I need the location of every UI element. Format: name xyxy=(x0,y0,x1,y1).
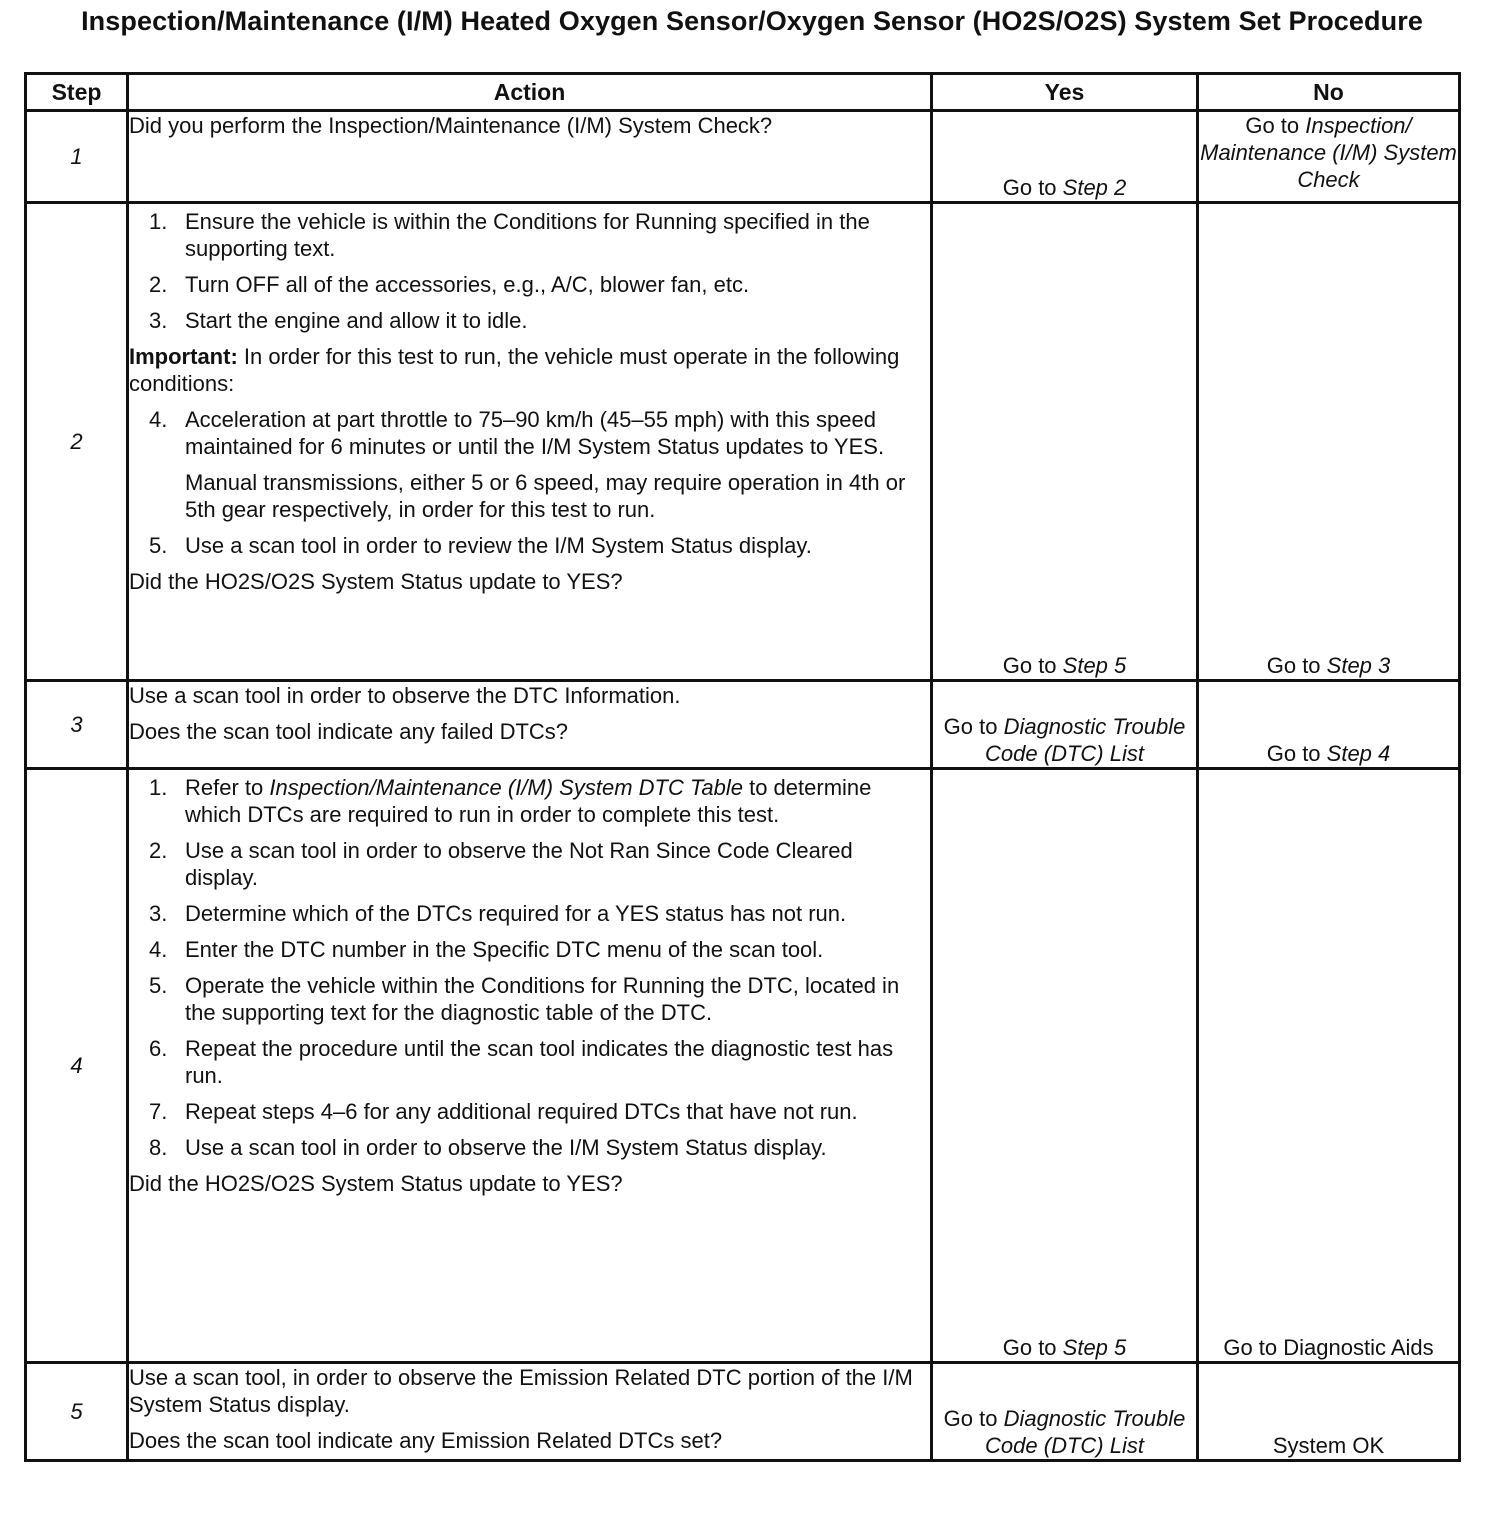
action-question: Does the scan tool indicate any Emission Related DTCs set? xyxy=(129,1428,723,1453)
instruction-list xyxy=(129,774,930,1161)
table-row-step-2 xyxy=(26,203,1460,681)
item-number: 1. xyxy=(149,209,168,234)
item-number: 3. xyxy=(149,308,168,333)
list-item xyxy=(129,1098,930,1125)
item-text: Repeat the procedure until the scan tool indicates the diagnostic test has run. xyxy=(185,1036,894,1088)
item-text: Repeat steps 4–6 for any additional required DTCs that have not run. xyxy=(185,1099,858,1124)
item-number: 2. xyxy=(149,838,168,863)
yes-prefix: Go to xyxy=(1002,653,1063,678)
list-item xyxy=(129,208,930,262)
list-item xyxy=(129,936,930,963)
item-number: 8. xyxy=(149,1135,168,1160)
header-yes: Yes xyxy=(932,74,1198,111)
step-number: 2 xyxy=(26,203,128,681)
header-action: Action xyxy=(128,74,932,111)
no-link[interactable]: Step 4 xyxy=(1326,741,1391,766)
table-row-step-3 xyxy=(26,681,1460,769)
item-text: Determine which of the DTCs required for a YES status has not run. xyxy=(185,901,847,926)
item-number: 5. xyxy=(149,533,168,558)
transmission-note: Manual transmissions, either 5 or 6 speed, may require operation in 4th or 5th gear respectively, in order for this test to run. xyxy=(185,470,906,522)
no-cell xyxy=(1198,203,1460,681)
no-link[interactable]: Step 3 xyxy=(1326,653,1391,678)
action-question: Did the HO2S/O2S System Status update to YES? xyxy=(129,1171,623,1196)
item-number: 1. xyxy=(149,775,168,800)
no-cell xyxy=(1198,769,1460,1363)
no-prefix: Go to xyxy=(1266,741,1327,766)
item-number: 6. xyxy=(149,1036,168,1061)
step-number: 3 xyxy=(26,681,128,769)
list-item xyxy=(129,1035,930,1089)
table-row-step-1 xyxy=(26,111,1460,203)
table-header-row xyxy=(26,74,1460,111)
action-question: Does the scan tool indicate any failed DTCs? xyxy=(129,719,569,744)
yes-link[interactable]: Step 2 xyxy=(1062,175,1127,200)
no-cell xyxy=(1198,1363,1460,1461)
action-cell xyxy=(128,111,932,203)
list-item xyxy=(129,307,930,334)
action-text: Use a scan tool, in order to observe the Emission Related DTC portion of the I/M System Status display. xyxy=(129,1365,913,1417)
item-number: 4. xyxy=(149,937,168,962)
item-text-pre: Refer to xyxy=(185,775,270,800)
no-result: System OK xyxy=(1272,1433,1385,1458)
no-link[interactable]: Go to Diagnostic Aids xyxy=(1223,1335,1434,1360)
dtc-table-link[interactable]: Inspection/Maintenance (I/M) System DTC Table xyxy=(269,775,743,800)
page-title: Inspection/Maintenance (I/M) Heated Oxygen Sensor/Oxygen Sensor (HO2S/O2S) System Set Procedure xyxy=(81,6,1423,36)
list-item xyxy=(129,900,930,927)
yes-cell xyxy=(932,203,1198,681)
yes-cell xyxy=(932,681,1198,769)
list-item xyxy=(129,271,930,298)
item-text: Use a scan tool in order to review the I/M System Status display. xyxy=(185,533,812,558)
list-item xyxy=(129,406,930,460)
item-text: Turn OFF all of the accessories, e.g., A/C, blower fan, etc. xyxy=(185,272,750,297)
yes-prefix: Go to xyxy=(943,1406,1004,1431)
instruction-list xyxy=(129,532,930,559)
step-number: 4 xyxy=(26,769,128,1363)
instruction-list xyxy=(129,406,930,460)
yes-link[interactable]: Diagnostic Trouble Code (DTC) List xyxy=(985,714,1186,766)
item-text-post: to determine which DTCs are required to run in order to complete this test. xyxy=(185,775,872,827)
action-question: Did you perform the Inspection/Maintenance (I/M) System Check? xyxy=(129,113,773,138)
action-cell xyxy=(128,1363,932,1461)
item-text: Use a scan tool in order to observe the Not Ran Since Code Cleared display. xyxy=(185,838,853,890)
header-no: No xyxy=(1198,74,1460,111)
yes-cell xyxy=(932,769,1198,1363)
list-item xyxy=(129,774,930,828)
yes-link[interactable]: Diagnostic Trouble Code (DTC) List xyxy=(985,1406,1186,1458)
item-number: 4. xyxy=(149,407,168,432)
important-text: In order for this test to run, the vehicle must operate in the following conditions: xyxy=(129,344,900,396)
item-text: Enter the DTC number in the Specific DTC menu of the scan tool. xyxy=(185,937,824,962)
item-number: 3. xyxy=(149,901,168,926)
yes-link[interactable]: Step 5 xyxy=(1062,653,1127,678)
list-item xyxy=(129,837,930,891)
yes-prefix: Go to xyxy=(1002,1335,1063,1360)
no-link[interactable]: Inspection/ Maintenance (I/M) System Check xyxy=(1200,113,1457,192)
step-number: 1 xyxy=(26,111,128,203)
action-cell xyxy=(128,681,932,769)
yes-cell xyxy=(932,111,1198,203)
item-text: Start the engine and allow it to idle. xyxy=(185,308,528,333)
item-text: Acceleration at part throttle to 75–90 km/h (45–55 mph) with this speed maintained for 6 minutes or until the I/M System Status updates to YES. xyxy=(185,407,885,459)
no-cell xyxy=(1198,681,1460,769)
item-text: Operate the vehicle within the Conditions for Running the DTC, located in the supporting text for the diagnostic table of the DTC. xyxy=(185,973,900,1025)
item-text: Ensure the vehicle is within the Conditions for Running specified in the supporting text. xyxy=(185,209,870,261)
yes-prefix: Go to xyxy=(1002,175,1063,200)
important-label: Important: xyxy=(129,344,238,369)
item-text: Use a scan tool in order to observe the I/M System Status display. xyxy=(185,1135,827,1160)
item-number: 5. xyxy=(149,973,168,998)
instruction-list xyxy=(129,208,930,334)
table-row-step-4 xyxy=(26,769,1460,1363)
action-cell xyxy=(128,203,932,681)
action-question: Did the HO2S/O2S System Status update to YES? xyxy=(129,569,623,594)
table-row-step-5 xyxy=(26,1363,1460,1461)
step-number: 5 xyxy=(26,1363,128,1461)
list-item xyxy=(129,1134,930,1161)
header-step: Step xyxy=(26,74,128,111)
action-cell xyxy=(128,769,932,1363)
no-prefix: Go to xyxy=(1245,113,1306,138)
list-item xyxy=(129,532,930,559)
important-note xyxy=(129,343,930,397)
no-prefix: Go to xyxy=(1266,653,1327,678)
no-cell xyxy=(1198,111,1460,203)
yes-cell xyxy=(932,1363,1198,1461)
procedure-table xyxy=(24,72,1461,1462)
yes-prefix: Go to xyxy=(943,714,1004,739)
item-number: 2. xyxy=(149,272,168,297)
item-number: 7. xyxy=(149,1099,168,1124)
action-text: Use a scan tool in order to observe the DTC Information. xyxy=(129,683,681,708)
yes-link[interactable]: Step 5 xyxy=(1062,1335,1127,1360)
list-item xyxy=(129,972,930,1026)
